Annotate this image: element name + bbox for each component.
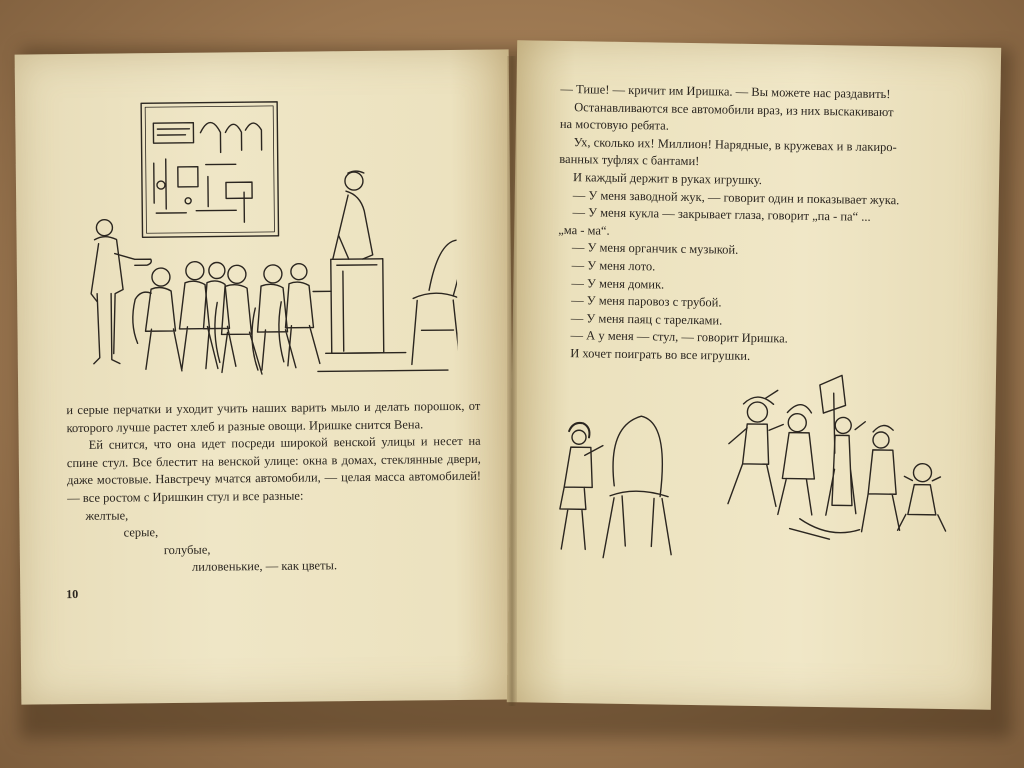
- left-page-text: [66, 398, 482, 578]
- page-number: 10: [66, 586, 79, 602]
- text-line: — А у меня — стул, — говорит Иришка.: [570, 328, 788, 346]
- right-page: [507, 40, 1001, 710]
- left-page: [15, 49, 516, 704]
- color-item: серые,: [123, 525, 159, 540]
- text-line: Останавливаются все автомобили враз, из них выскакивают: [574, 99, 894, 119]
- text-line: И хочет поиграть во все игрушки.: [570, 346, 751, 363]
- text-line: на мостовую ребята.: [559, 117, 670, 133]
- color-item: желтые,: [85, 508, 129, 523]
- right-page-text: [556, 81, 964, 369]
- text-line: — У меня органчик с музыкой.: [571, 240, 739, 258]
- text-line: — У меня кукла — закрывает глаза, говорит „па - па“ ...: [572, 205, 871, 224]
- classroom-illustration: [75, 90, 458, 394]
- book-spine: [507, 56, 517, 706]
- text-line: — У меня лото.: [571, 258, 656, 274]
- text-line: Ух, сколько их! Миллион! Нарядные, в кружевах и в лакиро-: [573, 134, 897, 154]
- text-line: ванных туфлях с бантами!: [559, 152, 700, 169]
- text-line: И каждый держит в руках игрушку.: [572, 170, 763, 188]
- text-line: — У меня домик.: [571, 275, 665, 292]
- text-line: „ма - ма“.: [558, 222, 610, 238]
- color-item: лиловенькие, — как цветы.: [191, 558, 338, 575]
- text-line: — Тише! — кричит им Иришка. — Вы можете нас раздавить!: [560, 81, 891, 102]
- text-line: — У меня паровоз с трубой.: [571, 293, 722, 310]
- left-paragraph-1: и серые перчатки и уходит учить наших варить мыло и делать порошок, от которого лучше растет хлеб и разные овощи. Иришке снится Вена.: [66, 398, 481, 435]
- left-paragraph-2: Ей снится, что она идет посреди широкой венской улицы и несет на спине стул. Все блестит на венской улице: окна в домах, стеклянные двери, даже мостовые. Навстречу мчатся автомобили, — целая масса автомобилей! — все ростом с Иришкин стул и все разные:: [66, 433, 482, 506]
- children-with-toys-illustration: [549, 365, 972, 592]
- colors-list: [67, 503, 482, 578]
- text-line: — У меня заводной жук, — говорит один и показывает жука.: [572, 187, 900, 207]
- color-item: голубые,: [163, 542, 211, 557]
- text-line: — У меня паяц с тарелками.: [570, 310, 723, 328]
